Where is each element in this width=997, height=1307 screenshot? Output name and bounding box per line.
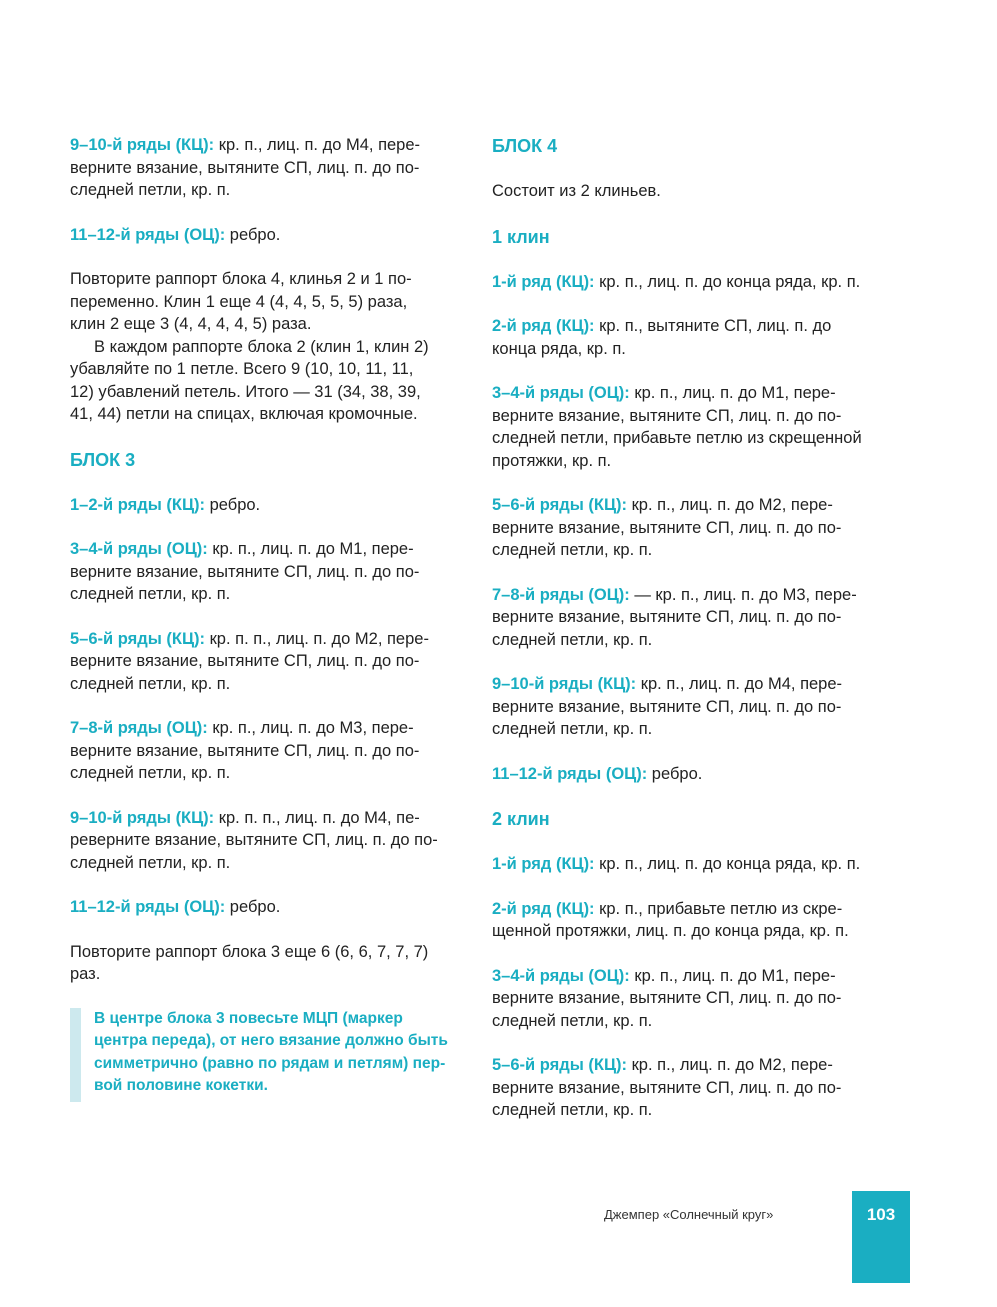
text-line: следней петли, прибавьте петлю из скрещенной xyxy=(492,429,862,447)
row-label: 2-й ряд (КЦ): xyxy=(492,899,595,918)
text-line: щенной протяжки, лиц. п. до конца ряда, кр. п. xyxy=(492,922,849,940)
right-column xyxy=(492,134,892,1144)
instruction-row xyxy=(70,896,470,919)
text-line: кр. п., лиц. п. до М2, пере- xyxy=(627,1056,833,1074)
row-label: 9–10-й ряды (КЦ): xyxy=(492,675,637,693)
row-label: 1-й ряд (КЦ): xyxy=(492,855,595,873)
text-line: следней петли, кр. п. xyxy=(70,674,231,693)
text-line: кр. п., лиц. п. до М2, пере- xyxy=(627,496,833,514)
text-line: кр. п. п., лиц. п. до М4, пе- xyxy=(214,808,420,827)
text-line: ребро. xyxy=(647,764,703,783)
text-line: кр. п., лиц. п. до конца ряда, кр. п. xyxy=(594,855,861,873)
text-line: кр. п., лиц. п. до конца ряда, кр. п. xyxy=(594,272,861,291)
text-line: протяжки, кр. п. xyxy=(492,451,612,470)
instruction-row xyxy=(70,538,470,606)
text-line: следней петли, кр. п. xyxy=(70,764,231,782)
section-heading-block-3: БЛОК 3 xyxy=(70,449,136,470)
text-line: следней петли, кр. п. xyxy=(70,585,231,603)
callout-note xyxy=(70,1008,470,1098)
page-number-tab xyxy=(852,1191,910,1283)
text-line: клин 2 еще 3 (4, 4, 4, 4, 5) раза. xyxy=(70,315,312,333)
text-line: кр. п., лиц. п. до М4, пере- xyxy=(636,675,843,693)
text-line: верните вязание, вытяните СП, лиц. п. до по- xyxy=(70,652,420,670)
text-line: верните вязание, вытяните СП, лиц. п. до по- xyxy=(492,406,842,425)
row-label: 3–4-й ряды (ОЦ): xyxy=(492,384,630,402)
text-line: симметрично (равно по рядам и петлям) пер- xyxy=(94,1054,446,1072)
text-line: вой половине кокетки. xyxy=(94,1077,268,1094)
text-line: кр. п., прибавьте петлю из скре- xyxy=(594,899,843,918)
text-line: убавляйте по 1 петле. Всего 9 (10, 10, 11, 11, xyxy=(70,360,414,378)
text-line: реверните вязание, вытяните СП, лиц. п. до по- xyxy=(70,831,438,849)
body-paragraph xyxy=(70,268,470,426)
text-line: верните вязание, вытяните СП, лиц. п. до по- xyxy=(492,697,842,716)
instruction-row xyxy=(70,628,470,696)
text-line: ребро. xyxy=(225,225,281,244)
instruction-row xyxy=(492,1054,892,1122)
text-line: ребро. xyxy=(205,495,261,514)
instruction-row xyxy=(492,673,892,741)
text-line: следней петли, кр. п. xyxy=(70,181,231,199)
text-line: В центре блока 3 повесьте МЦП (маркер xyxy=(94,1009,403,1027)
text-line: кр. п., лиц. п. до М4, пере- xyxy=(214,136,421,154)
text-line: верните вязание, вытяните СП, лиц. п. до по- xyxy=(70,741,420,760)
row-label: 2-й ряд (КЦ): xyxy=(492,317,595,335)
row-label: 11–12-й ряды (ОЦ): xyxy=(70,225,226,244)
instruction-row xyxy=(492,382,892,472)
row-label: 3–4-й ряды (ОЦ): xyxy=(70,540,208,558)
row-label: 9–10-й ряды (КЦ): xyxy=(70,136,215,154)
page-number: 103 xyxy=(866,1205,896,1224)
instruction-row xyxy=(492,315,892,360)
body-paragraph xyxy=(70,941,470,986)
instruction-row xyxy=(70,717,470,785)
text-line: следней петли, кр. п. xyxy=(492,720,653,738)
running-footer-title: Джемпер «Солнечный круг» xyxy=(604,1207,774,1222)
text-line: кр. п., лиц. п. до М1, пере- xyxy=(207,540,414,558)
instruction-row xyxy=(70,134,470,202)
row-label: 11–12-й ряды (ОЦ): xyxy=(492,764,648,783)
row-label: 5–6-й ряды (КЦ): xyxy=(492,496,627,514)
text-line: верните вязание, вытяните СП, лиц. п. до по- xyxy=(492,1078,842,1097)
text-line: следней петли, кр. п. xyxy=(492,1011,653,1030)
text-line: центра переда), от него вязание должно быть xyxy=(94,1032,448,1049)
left-column xyxy=(70,134,470,1098)
text-line: верните вязание, вытяните СП, лиц. п. до по- xyxy=(70,158,420,177)
row-label: 3–4-й ряды (ОЦ): xyxy=(492,966,630,985)
text-line: раз. xyxy=(70,965,101,983)
row-label: 7–8-й ряды (ОЦ): xyxy=(70,719,208,737)
row-label: 1-й ряд (КЦ): xyxy=(492,272,595,291)
instruction-row xyxy=(70,807,470,875)
text-line: переменно. Клин 1 еще 4 (4, 4, 5, 5, 5) раза, xyxy=(70,292,408,311)
row-label: 5–6-й ряды (КЦ): xyxy=(70,629,205,648)
text-line: кр. п., вытяните СП, лиц. п. до xyxy=(594,317,832,335)
row-label: 9–10-й ряды (КЦ): xyxy=(70,808,215,827)
text-line: верните вязание, вытяните СП, лиц. п. до по- xyxy=(70,562,420,581)
text-line: следней петли, кр. п. xyxy=(492,541,653,559)
text-line: Повторите раппорт блока 4, клинья 2 и 1 по- xyxy=(70,270,412,288)
instruction-row xyxy=(492,494,892,562)
instruction-row xyxy=(492,853,892,876)
text-line: следней петли, кр. п. xyxy=(492,1101,653,1119)
instruction-row xyxy=(492,965,892,1033)
row-label: 11–12-й ряды (ОЦ): xyxy=(70,898,226,916)
instruction-row xyxy=(492,763,892,786)
text-line: Повторите раппорт блока 3 еще 6 (6, 6, 7, 7, 7) xyxy=(70,942,429,961)
text-line: кр. п., лиц. п. до М1, пере- xyxy=(629,966,836,985)
instruction-row xyxy=(70,494,470,517)
row-label: 1–2-й ряды (КЦ): xyxy=(70,495,205,514)
text-line: кр. п., лиц. п. до М1, пере- xyxy=(629,384,836,402)
text-line: В каждом раппорте блока 2 (клин 1, клин 2) xyxy=(94,337,429,356)
text-line: 41, 44) петли на спицах, включая кромочные. xyxy=(70,405,418,423)
text-line: верните вязание, вытяните СП, лиц. п. до по- xyxy=(492,608,842,626)
row-label: 7–8-й ряды (ОЦ): xyxy=(492,585,630,604)
text-line: верните вязание, вытяните СП, лиц. п. до по- xyxy=(492,989,842,1007)
section-heading-block-4: БЛОК 4 xyxy=(492,136,558,156)
row-label: 5–6-й ряды (КЦ): xyxy=(492,1056,627,1074)
text-line: 12) убавлений петель. Итого — 31 (34, 38, 39, xyxy=(70,382,421,401)
instruction-row xyxy=(70,224,470,247)
instruction-row xyxy=(492,271,892,294)
instruction-row xyxy=(492,898,892,943)
text-line: кр. п., лиц. п. до М3, пере- xyxy=(207,719,414,737)
instruction-row xyxy=(492,584,892,652)
text-line: кр. п. п., лиц. п. до М2, пере- xyxy=(205,629,429,648)
callout-bar xyxy=(70,1008,81,1102)
text-line: верните вязание, вытяните СП, лиц. п. до по- xyxy=(492,518,842,537)
subheading-wedge-1: 1 клин xyxy=(492,226,550,247)
text-line: конца ряда, кр. п. xyxy=(492,339,626,358)
text-line: следней петли, кр. п. xyxy=(70,853,231,872)
text-line: ребро. xyxy=(225,898,281,916)
text-line: — кр. п., лиц. п. до М3, пере- xyxy=(629,585,857,604)
text-line: следней петли, кр. п. xyxy=(492,630,653,649)
body-paragraph: Состоит из 2 клиньев. xyxy=(492,182,661,200)
subheading-wedge-2: 2 клин xyxy=(492,809,550,829)
